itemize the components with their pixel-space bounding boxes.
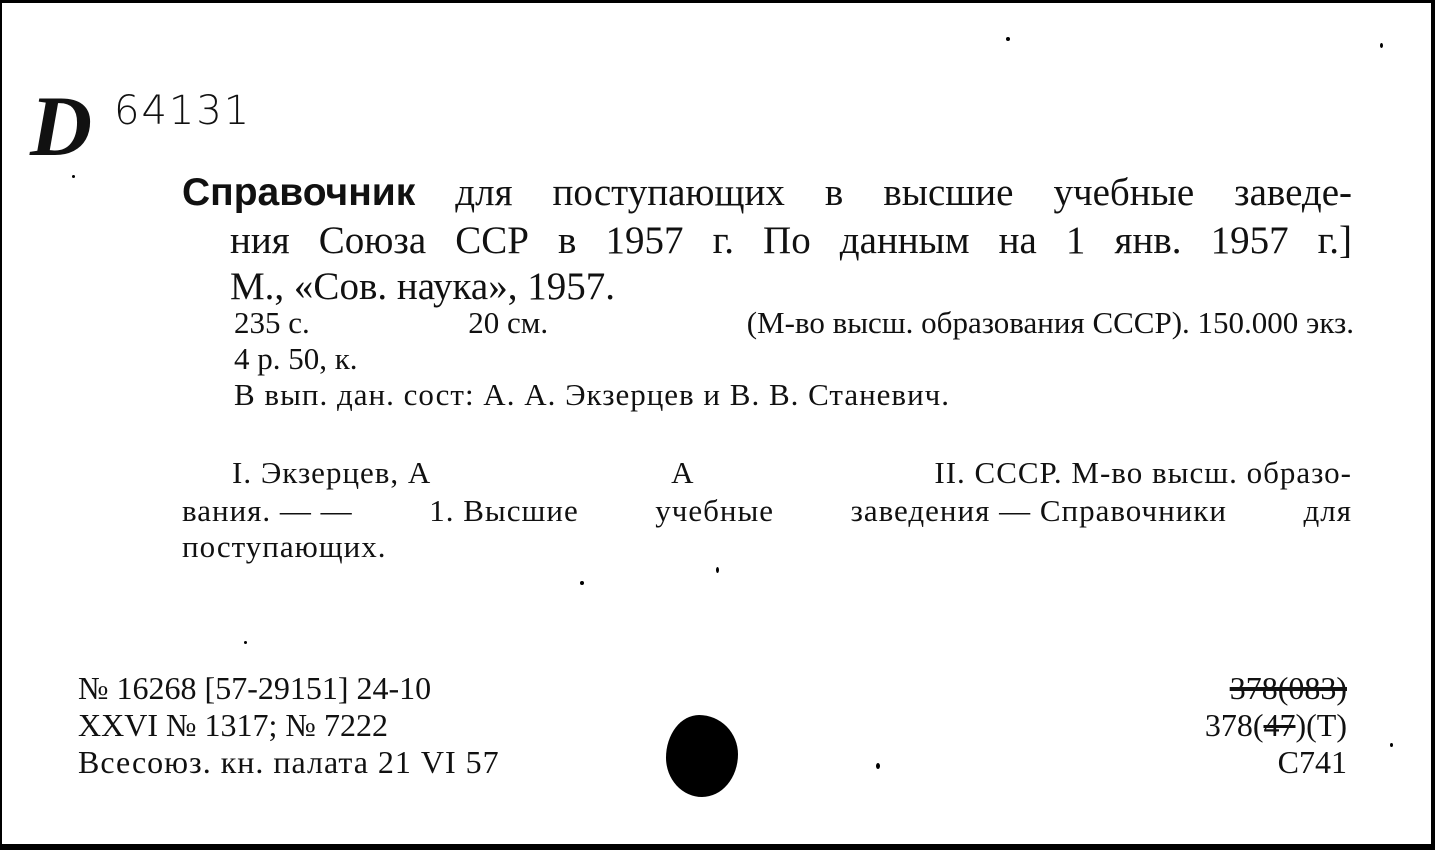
tracing-2-a: вания. — —: [182, 493, 353, 528]
speck: [1380, 43, 1383, 48]
class-prefix: 378(: [1204, 707, 1264, 743]
speck: [1390, 743, 1393, 747]
speck: [244, 641, 247, 644]
tracing-1-a: I. Экзерцев, А: [232, 455, 432, 490]
class-suffix: )(Т): [1295, 707, 1347, 743]
tracing-2-d: заведения — Справочники: [850, 493, 1227, 528]
compilers: В вып. дан. сост: А. А. Экзерцев и В. В. Станевич.: [234, 377, 951, 412]
speck: [716, 567, 719, 573]
tracing-line-3: поступающих.: [182, 529, 387, 564]
tracing-2-b: 1. Высшие: [429, 493, 579, 528]
tracing-1-c: II. СССР. М-во высш. образо-: [934, 455, 1352, 490]
title-line-1-rest: для поступающих в высшие учебные заведе-: [415, 171, 1352, 214]
collation-size: 20 см.: [468, 305, 549, 340]
classification: [1205, 706, 1347, 744]
collation-series: (М-во высш. образования СССР). 150.000 экз.: [746, 305, 1354, 340]
catalog-letter: D: [30, 78, 91, 174]
punch-hole: [666, 715, 738, 797]
title-line-1: [182, 167, 1352, 219]
crossed-classification: 378(083): [1229, 670, 1347, 706]
title-bold: Справочник: [182, 171, 416, 214]
speck: [72, 175, 75, 178]
collation-pages: 235 с.: [234, 305, 310, 340]
tracing-2-c: учебные: [655, 493, 775, 528]
speck: [876, 763, 880, 769]
author-mark: С741: [1277, 744, 1347, 780]
tracing-1-b: А: [671, 455, 695, 490]
title-line-2: ния Союза ССР в 1957 г. По данным на 1 янв. 1957 г.]: [230, 219, 1352, 262]
price: 4 р. 50, к.: [234, 341, 358, 376]
speck: [1006, 37, 1010, 41]
footer-left-line-1: № 16268 [57-29151] 24-10: [78, 670, 432, 706]
tracing-2-e: для: [1303, 493, 1352, 528]
footer-left-line-2: XXVI № 1317; № 7222: [78, 707, 388, 743]
footer-left-line-3: Всесоюз. кн. палата 21 VI 57: [78, 744, 500, 780]
collation: [234, 303, 1354, 343]
tracing-line-1: [232, 453, 1352, 493]
handwritten-number: 64131: [114, 88, 252, 134]
tracing-line-2: [182, 491, 1352, 531]
class-struck: 47: [1263, 707, 1296, 743]
speck: [580, 581, 584, 585]
imprint: М., «Сов. наука», 1957.: [230, 265, 615, 308]
